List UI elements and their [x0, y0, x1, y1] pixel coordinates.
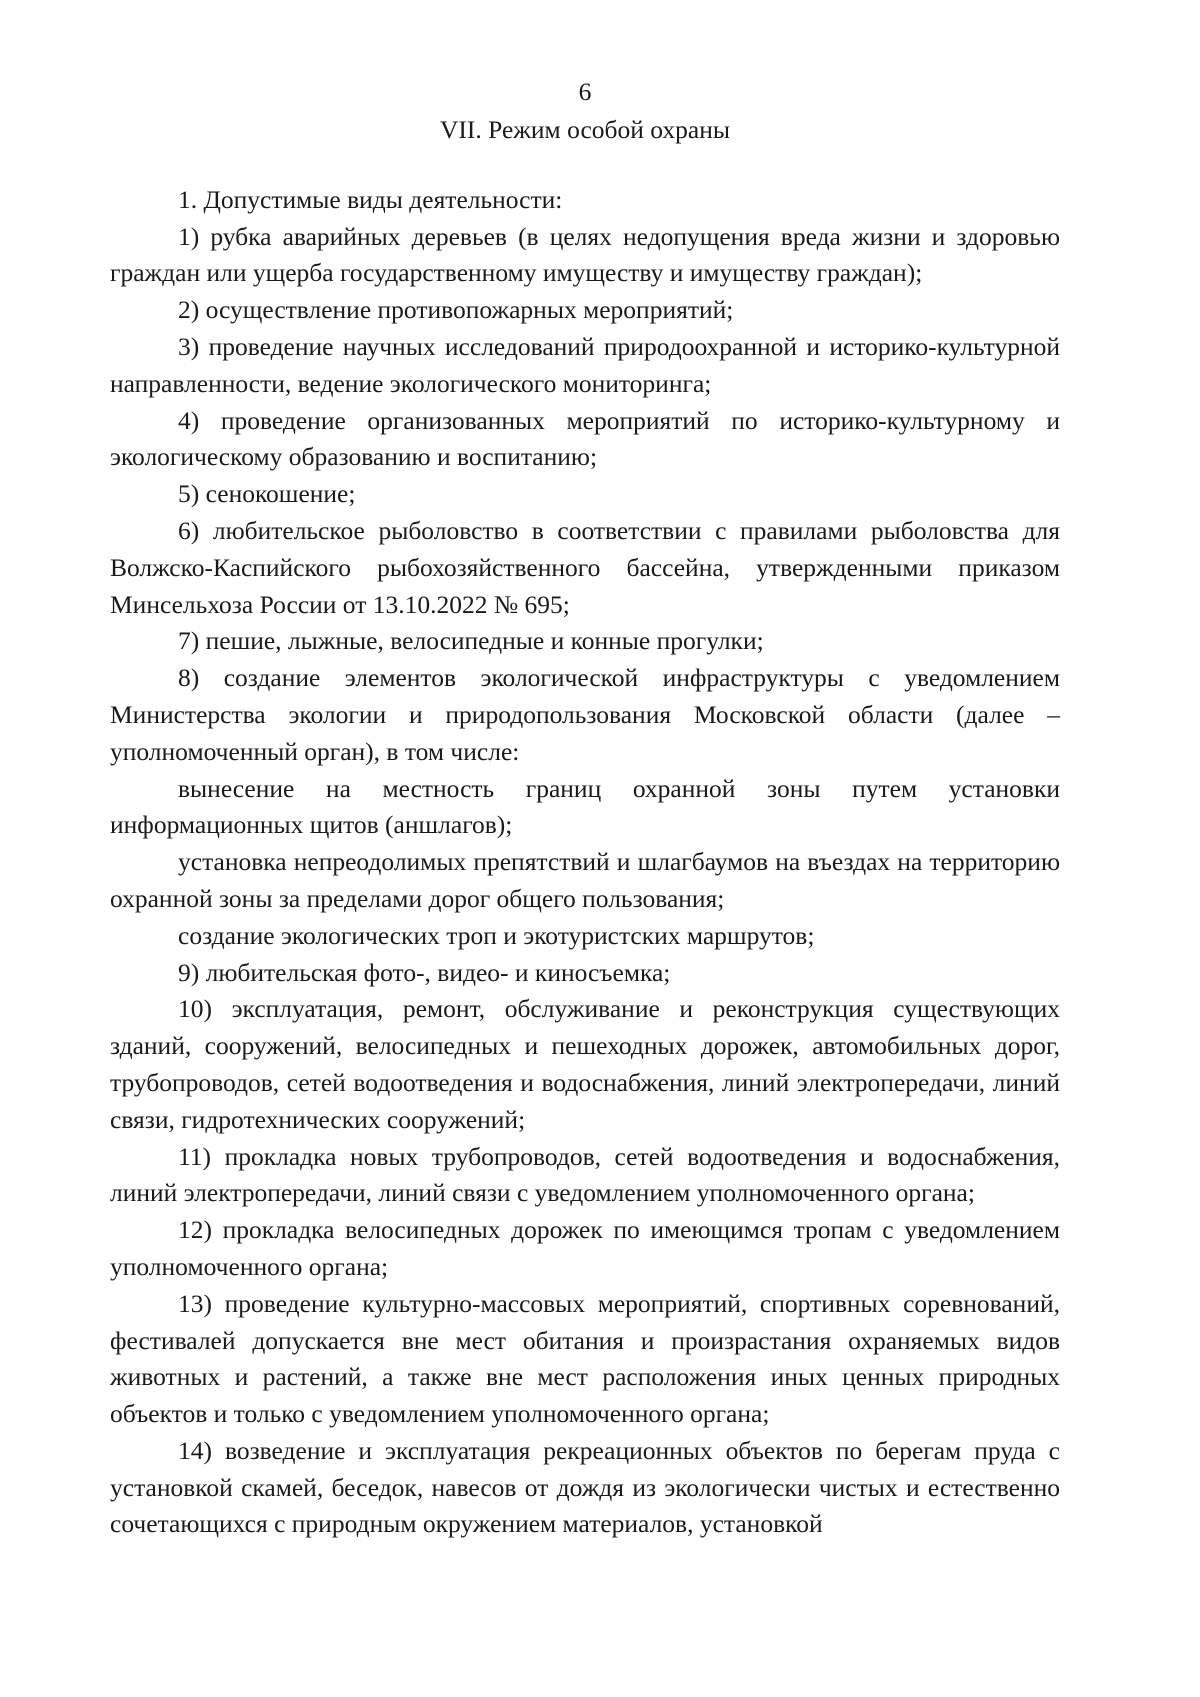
list-item: 12) прокладка велосипедных дорожек по имеющимся тропам с уведомлением уполномоченного органа; [110, 1215, 1060, 1281]
list-item: 4) проведение организованных мероприятий по историко-культурному и экологическому образованию и воспитанию; [110, 405, 1060, 472]
list-item: 2) осуществление противопожарных мероприятий; [178, 295, 734, 325]
sub-item: установка непреодолимых препятствий и шлагбаумов на въездах на территорию охранной зоны за пределами дорог общего пользования; [110, 847, 1060, 913]
paragraph: 1. Допустимые виды деятельности: [178, 184, 563, 214]
list-item: 5) сенокошение; [178, 479, 356, 509]
list-item: 13) проведение культурно-массовых мероприятий, спортивных соревнований, фестивалей допускается вне мест обитания и произрастания охраняемых видов животных и растений, а также вне мест расположения иных ценных природных объектов и только с уведомлением уполномоченного органа; [110, 1288, 1060, 1429]
list-item: 6) любительское рыболовство в соответствии с правилами рыболовства для Волжско-Каспийского рыбохозяйственного бассейна, утвержденными приказом Минсельхоза России от 13.10.2022 № 695; [110, 515, 1060, 619]
list-item: 14) возведение и эксплуатация рекреационных объектов по берегам пруда с установкой скамей, беседок, навесов от дождя из экологически чистых и естественно сочетающихся с природным окружением материалов, установкой [110, 1435, 1060, 1539]
list-item: 8) создание элементов экологической инфраструктуры с уведомлением Министерства экологии и природопользования Московской области (далее – уполномоченный орган), в том числе: [110, 663, 1060, 766]
list-item: 3) проведение научных исследований природоохранной и историко-культурной направленности, ведение экологического мониторинга; [110, 331, 1060, 398]
sub-item: вынесение на местность границ охранной зоны путем установки информационных щитов (аншлагов); [110, 773, 1060, 840]
list-item: 10) эксплуатация, ремонт, обслуживание и реконструкция существующих зданий, сооружений, велосипедных и пешеходных дорожек, автомобильных дорог, трубопроводов, сетей водоотведения и водоснабжения, линий электропередачи, линий связи, гидротехнических сооружений; [110, 994, 1060, 1134]
page-number: 6 [578, 77, 592, 106]
document-page [110, 74, 1060, 1543]
list-item: 11) прокладка новых трубопроводов, сетей водоотведения и водоснабжения, линий электропередачи, линий связи с уведомлением уполномоченного органа; [110, 1141, 1060, 1208]
list-item: 7) пешие, лыжные, велосипедные и конные прогулки; [178, 626, 764, 656]
list-item: 9) любительская фото-, видео- и киносъемка; [178, 957, 671, 987]
section-title: VII. Режим особой охраны [439, 115, 730, 144]
list-item: 1) рубка аварийных деревьев (в целях недопущения вреда жизни и здоровью граждан или ущерба государственному имуществу и имуществу граждан); [110, 221, 1060, 288]
sub-item: создание экологических троп и экотуристских маршрутов; [178, 920, 815, 950]
